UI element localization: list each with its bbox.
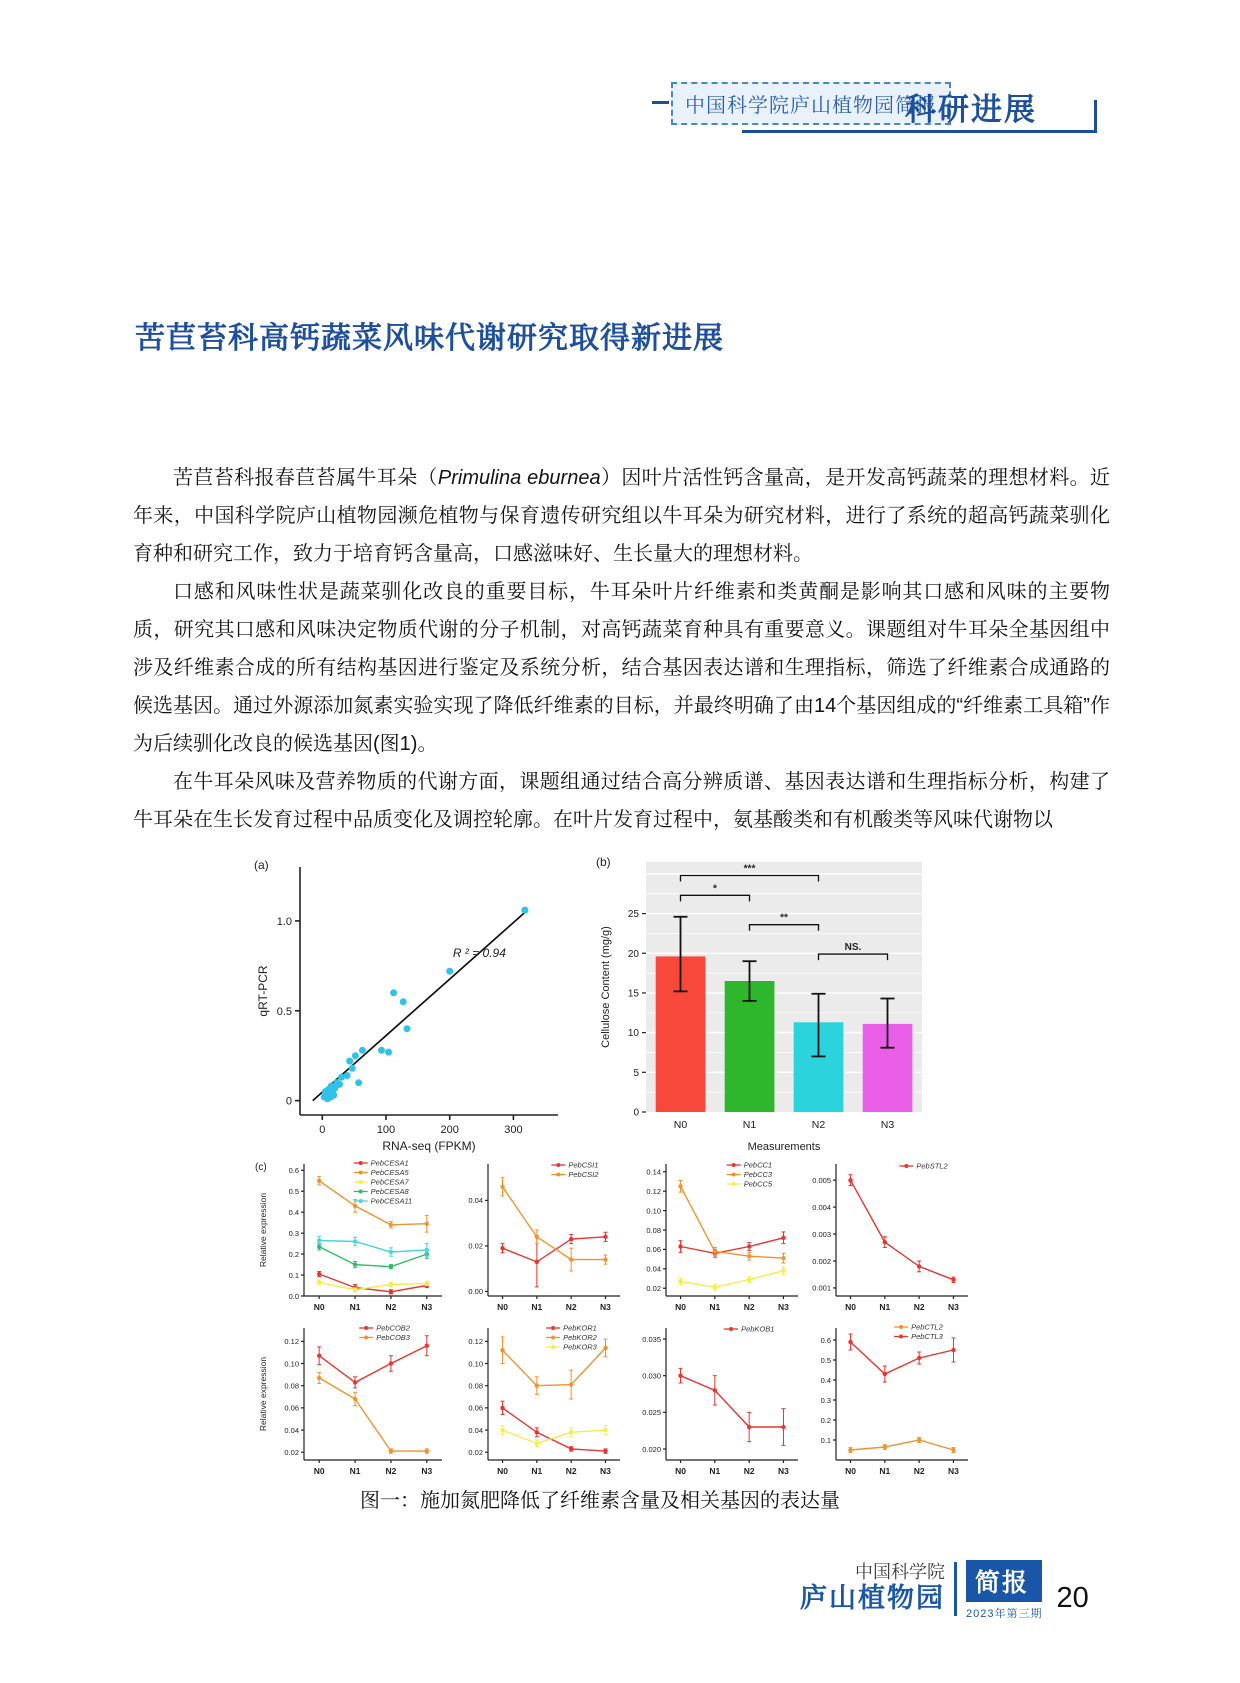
svg-text:100: 100	[376, 1124, 396, 1136]
svg-text:N3: N3	[421, 1302, 433, 1312]
svg-text:0.2: 0.2	[820, 1415, 831, 1425]
scatter-qrt-pcr-vs-rna-seq	[250, 853, 572, 1157]
line-chart-pebstl2	[800, 1158, 976, 1316]
svg-text:R ² = 0.94: R ² = 0.94	[452, 945, 506, 960]
svg-text:0.6: 0.6	[288, 1166, 299, 1176]
svg-text:15: 15	[627, 988, 639, 1000]
svg-text:0.2: 0.2	[288, 1249, 299, 1259]
svg-text:0.001: 0.001	[812, 1283, 831, 1293]
svg-text:PebCTL2: PebCTL2	[911, 1322, 943, 1332]
svg-text:PebKOR1: PebKOR1	[563, 1323, 597, 1333]
svg-text:Measurements: Measurements	[747, 1141, 821, 1153]
svg-text:0.08: 0.08	[646, 1225, 661, 1235]
svg-text:0.5: 0.5	[276, 1005, 292, 1018]
svg-text:N0: N0	[313, 1466, 325, 1476]
svg-text:0.0: 0.0	[288, 1291, 299, 1301]
svg-text:PebKOR2: PebKOR2	[563, 1333, 597, 1342]
svg-text:N2: N2	[385, 1302, 397, 1312]
svg-text:*: *	[713, 883, 717, 895]
svg-text:(b): (b)	[596, 855, 611, 869]
svg-text:PebCESA8: PebCESA8	[370, 1187, 409, 1196]
svg-text:N3: N3	[421, 1466, 433, 1476]
svg-text:N0: N0	[673, 1119, 688, 1131]
svg-text:PebCESA11: PebCESA11	[370, 1196, 413, 1206]
svg-text:0.04: 0.04	[468, 1196, 483, 1206]
line-chart-pebcob	[254, 1322, 450, 1480]
svg-text:0.14: 0.14	[646, 1167, 661, 1177]
footer-org-parent: 中国科学院	[855, 1562, 945, 1582]
svg-text:N1: N1	[349, 1302, 361, 1312]
footer-divider	[954, 1562, 957, 1616]
article-title: 苦苣苔科高钙蔬菜风味代谢研究取得新进展	[135, 322, 724, 356]
svg-text:200: 200	[440, 1124, 459, 1136]
svg-text:0.002: 0.002	[812, 1256, 831, 1266]
species-name-italic: Primulina eburnea	[437, 467, 601, 489]
svg-text:0: 0	[319, 1124, 326, 1136]
svg-text:N3: N3	[778, 1302, 789, 1312]
svg-text:N3: N3	[880, 1119, 895, 1131]
svg-text:0.12: 0.12	[468, 1337, 483, 1347]
svg-text:PebCC3: PebCC3	[743, 1170, 773, 1179]
svg-text:0.025: 0.025	[642, 1408, 661, 1418]
svg-text:N1: N1	[879, 1302, 891, 1312]
svg-text:Cellulose Content (mg/g): Cellulose Content (mg/g)	[600, 926, 612, 1048]
line-chart-pebkor	[452, 1322, 628, 1480]
svg-text:0.3: 0.3	[820, 1395, 831, 1405]
svg-text:N1: N1	[709, 1302, 721, 1312]
svg-text:(a): (a)	[254, 858, 269, 872]
svg-text:0.02: 0.02	[468, 1241, 483, 1251]
svg-text:N3: N3	[948, 1302, 959, 1312]
svg-text:0.06: 0.06	[468, 1403, 483, 1413]
svg-text:0.12: 0.12	[284, 1337, 299, 1347]
svg-text:0.04: 0.04	[468, 1425, 483, 1435]
svg-text:PebCC5: PebCC5	[743, 1179, 773, 1189]
svg-text:(c): (c)	[255, 1162, 267, 1173]
newsletter-badge: 中国科学院庐山植物园简报	[671, 82, 951, 125]
svg-text:PebKOB1: PebKOB1	[741, 1324, 775, 1334]
svg-text:N1: N1	[531, 1302, 543, 1312]
svg-text:0.4: 0.4	[288, 1207, 299, 1217]
svg-text:1.0: 1.0	[276, 915, 292, 928]
svg-text:5: 5	[633, 1067, 639, 1079]
svg-text:0.06: 0.06	[284, 1403, 299, 1413]
svg-text:0.08: 0.08	[284, 1381, 299, 1391]
footer-org-name: 庐山植物园	[800, 1583, 945, 1613]
svg-text:PebCESA5: PebCESA5	[370, 1168, 409, 1177]
svg-text:N2: N2	[913, 1466, 925, 1476]
article-body	[133, 459, 1110, 839]
svg-text:N3: N3	[778, 1466, 789, 1476]
svg-text:N2: N2	[743, 1466, 755, 1476]
svg-text:0.00: 0.00	[468, 1287, 483, 1297]
svg-text:N2: N2	[811, 1119, 826, 1131]
line-chart-pebkob1	[630, 1322, 806, 1480]
svg-text:0.04: 0.04	[284, 1425, 299, 1435]
svg-text:300: 300	[504, 1124, 523, 1136]
section-title: 科研进展	[905, 92, 1037, 127]
line-chart-pebctl	[800, 1322, 976, 1480]
svg-text:PebCTL3: PebCTL3	[911, 1332, 943, 1341]
page-footer	[800, 1560, 1089, 1621]
svg-text:PebCESA7: PebCESA7	[370, 1177, 409, 1187]
svg-text:PebCC1: PebCC1	[743, 1160, 773, 1170]
svg-text:0.08: 0.08	[468, 1381, 483, 1391]
svg-text:25: 25	[627, 909, 639, 921]
svg-text:0.6: 0.6	[820, 1335, 831, 1345]
footer-issue: 2023年第三期	[966, 1608, 1043, 1620]
svg-text:0.030: 0.030	[642, 1371, 661, 1381]
svg-text:0.02: 0.02	[284, 1448, 299, 1458]
svg-text:RNA-seq (FPKM): RNA-seq (FPKM)	[382, 1139, 476, 1153]
svg-text:0.10: 0.10	[284, 1359, 299, 1369]
footer-brief-badge: 简报	[966, 1560, 1042, 1602]
svg-text:0.10: 0.10	[646, 1206, 661, 1216]
svg-text:0.3: 0.3	[288, 1228, 299, 1238]
svg-text:0.5: 0.5	[288, 1187, 299, 1197]
svg-text:N1: N1	[709, 1466, 721, 1476]
svg-text:0.003: 0.003	[812, 1229, 831, 1239]
svg-text:0.1: 0.1	[288, 1270, 299, 1280]
svg-text:0.02: 0.02	[468, 1448, 483, 1458]
svg-text:N3: N3	[600, 1466, 611, 1476]
svg-text:N0: N0	[313, 1302, 325, 1312]
svg-text:***: ***	[743, 863, 756, 875]
line-chart-pebcsi	[452, 1158, 628, 1316]
svg-text:**: **	[780, 912, 788, 924]
header-bracket-line	[742, 100, 1097, 133]
svg-text:0.020: 0.020	[642, 1444, 661, 1454]
svg-text:0.004: 0.004	[812, 1202, 831, 1212]
svg-text:PebCOB2: PebCOB2	[376, 1323, 410, 1333]
svg-text:N1: N1	[742, 1119, 757, 1131]
figure-caption: 图一：施加氮肥降低了纤维素含量及相关基因的表达量	[360, 1490, 840, 1512]
svg-text:PebSTL2: PebSTL2	[916, 1161, 948, 1171]
page-number: 20	[1056, 1582, 1089, 1614]
svg-text:N0: N0	[845, 1466, 856, 1476]
svg-text:N1: N1	[531, 1466, 543, 1476]
svg-text:PebCOB3: PebCOB3	[376, 1333, 410, 1342]
bar-chart-cellulose-content	[592, 850, 932, 1158]
svg-text:N3: N3	[948, 1466, 959, 1476]
footer-organization	[800, 1562, 945, 1614]
line-chart-pebcesa	[254, 1158, 450, 1316]
svg-text:N0: N0	[675, 1302, 686, 1312]
svg-text:N2: N2	[385, 1466, 397, 1476]
header-tick-line	[652, 101, 669, 104]
footer-brief-block	[966, 1560, 1042, 1621]
svg-text:0.5: 0.5	[820, 1355, 831, 1365]
svg-text:qRT-PCR: qRT-PCR	[256, 965, 270, 1017]
svg-text:N2: N2	[565, 1466, 577, 1476]
svg-text:0.1: 0.1	[820, 1435, 831, 1445]
svg-text:N1: N1	[879, 1466, 891, 1476]
svg-text:N2: N2	[565, 1302, 577, 1312]
svg-text:N1: N1	[349, 1466, 361, 1476]
svg-text:0.4: 0.4	[820, 1375, 831, 1385]
svg-text:N0: N0	[497, 1466, 508, 1476]
paragraph-1-rest: ）因叶片活性钙含量高，是开发高钙蔬菜的理想材料。近年来，中国科学院庐山植物园濒危植物与保育遗传研究组以牛耳朵为研究材料，进行了系统的超高钙蔬菜驯化育种和研究工作，致力于培育钙含量高，口感滋味好、生长量大的理想材料。	[133, 467, 1110, 565]
svg-text:PebCESA1: PebCESA1	[370, 1158, 409, 1168]
paragraph-2: 口感和风味性状是蔬菜驯化改良的重要目标，牛耳朵叶片纤维素和类黄酮是影响其口感和风味的主要物质，研究其口感和风味决定物质代谢的分子机制，对高钙蔬菜育种具有重要意义。课题组对牛耳朵全基因组中涉及纤维素合成的所有结构基因进行鉴定及系统分析，结合基因表达谱和生理指标，筛选了纤维素合成通路的候选基因。通过外源添加氮素实验实现了降低纤维素的目标，并最终明确了由14个基因组成的“纤维素工具箱”作为后续驯化改良的候选基因(图1)。	[133, 581, 1110, 755]
svg-text:10: 10	[627, 1028, 639, 1040]
svg-text:PebKOR3: PebKOR3	[563, 1342, 597, 1352]
svg-text:0.12: 0.12	[646, 1186, 661, 1196]
svg-text:0: 0	[633, 1107, 639, 1119]
svg-text:0.02: 0.02	[646, 1284, 661, 1294]
svg-text:Relative expression: Relative expression	[258, 1356, 268, 1432]
svg-text:0.005: 0.005	[812, 1175, 831, 1185]
svg-text:0: 0	[285, 1095, 292, 1108]
svg-text:0.04: 0.04	[646, 1264, 661, 1274]
svg-text:N2: N2	[913, 1302, 925, 1312]
svg-text:0.10: 0.10	[468, 1359, 483, 1369]
svg-text:Relative expression: Relative expression	[258, 1192, 268, 1268]
svg-text:N0: N0	[675, 1466, 686, 1476]
svg-text:20: 20	[627, 948, 639, 960]
paragraph-1	[133, 459, 1110, 573]
paragraph-1-text: 苦苣苔科报春苣苔属牛耳朵（	[173, 467, 438, 489]
svg-text:N3: N3	[600, 1302, 611, 1312]
svg-text:0.035: 0.035	[642, 1334, 661, 1344]
svg-text:N2: N2	[743, 1302, 755, 1312]
svg-text:N0: N0	[845, 1302, 856, 1312]
svg-text:PebCSI1: PebCSI1	[568, 1160, 599, 1170]
svg-text:0.06: 0.06	[646, 1245, 661, 1255]
svg-text:N0: N0	[497, 1302, 508, 1312]
svg-text:NS.: NS.	[844, 942, 862, 954]
svg-text:PebCSI2: PebCSI2	[568, 1170, 599, 1179]
paragraph-3: 在牛耳朵风味及营养物质的代谢方面，课题组通过结合高分辨质谱、基因表达谱和生理指标分析，构建了牛耳朵在生长发育过程中品质变化及调控轮廓。在叶片发育过程中，氨基酸类和有机酸类等风味代谢物以	[133, 771, 1110, 831]
line-chart-pebcc	[630, 1158, 806, 1316]
